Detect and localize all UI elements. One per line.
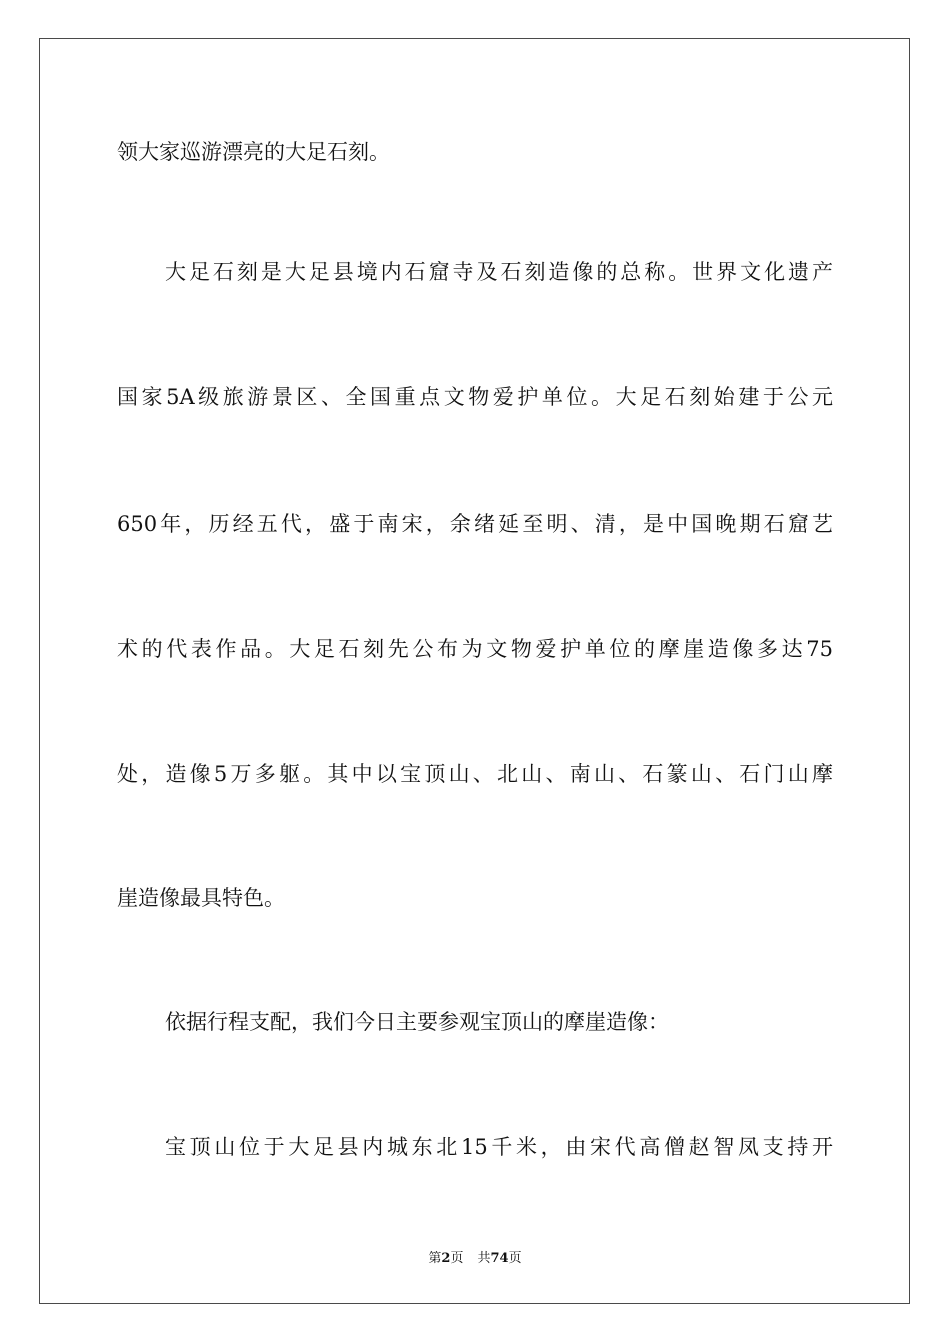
paragraph-line-4: 650年，历经五代，盛于南宋，余绪延至明、清，是中国晚期石窟艺 (117, 512, 833, 536)
paragraph-line-2: 大足石刻是大足县境内石窟寺及石刻造像的总称。世界文化遗产 (165, 260, 833, 284)
page-border (39, 38, 910, 1304)
footer-page-current: 2 (441, 1251, 451, 1266)
paragraph-line-1: 领大家巡游漂亮的大足石刻。 (117, 140, 390, 164)
footer-total-suffix: 页 (508, 1251, 522, 1266)
footer-total-prefix: 共 (477, 1251, 491, 1266)
paragraph-line-3: 国家5A级旅游景区、全国重点文物爱护单位。大足石刻始建于公元 (117, 385, 833, 409)
paragraph-line-8: 依据行程支配，我们今日主要参观宝顶山的摩崖造像： (165, 1010, 669, 1034)
paragraph-line-5: 术的代表作品。大足石刻先公布为文物爱护单位的摩崖造像多达75 (117, 637, 833, 661)
footer-page-prefix: 第 (428, 1251, 442, 1266)
paragraph-line-9: 宝顶山位于大足县内城东北15千米，由宋代高僧赵智凤支持开 (165, 1135, 833, 1159)
page-footer (0, 1247, 950, 1266)
paragraph-line-7: 崖造像最具特色。 (117, 886, 285, 910)
paragraph-line-6: 处，造像5万多躯。其中以宝顶山、北山、南山、石篆山、石门山摩 (117, 762, 833, 786)
footer-page-suffix: 页 (450, 1251, 464, 1266)
footer-page-total: 74 (490, 1251, 509, 1266)
